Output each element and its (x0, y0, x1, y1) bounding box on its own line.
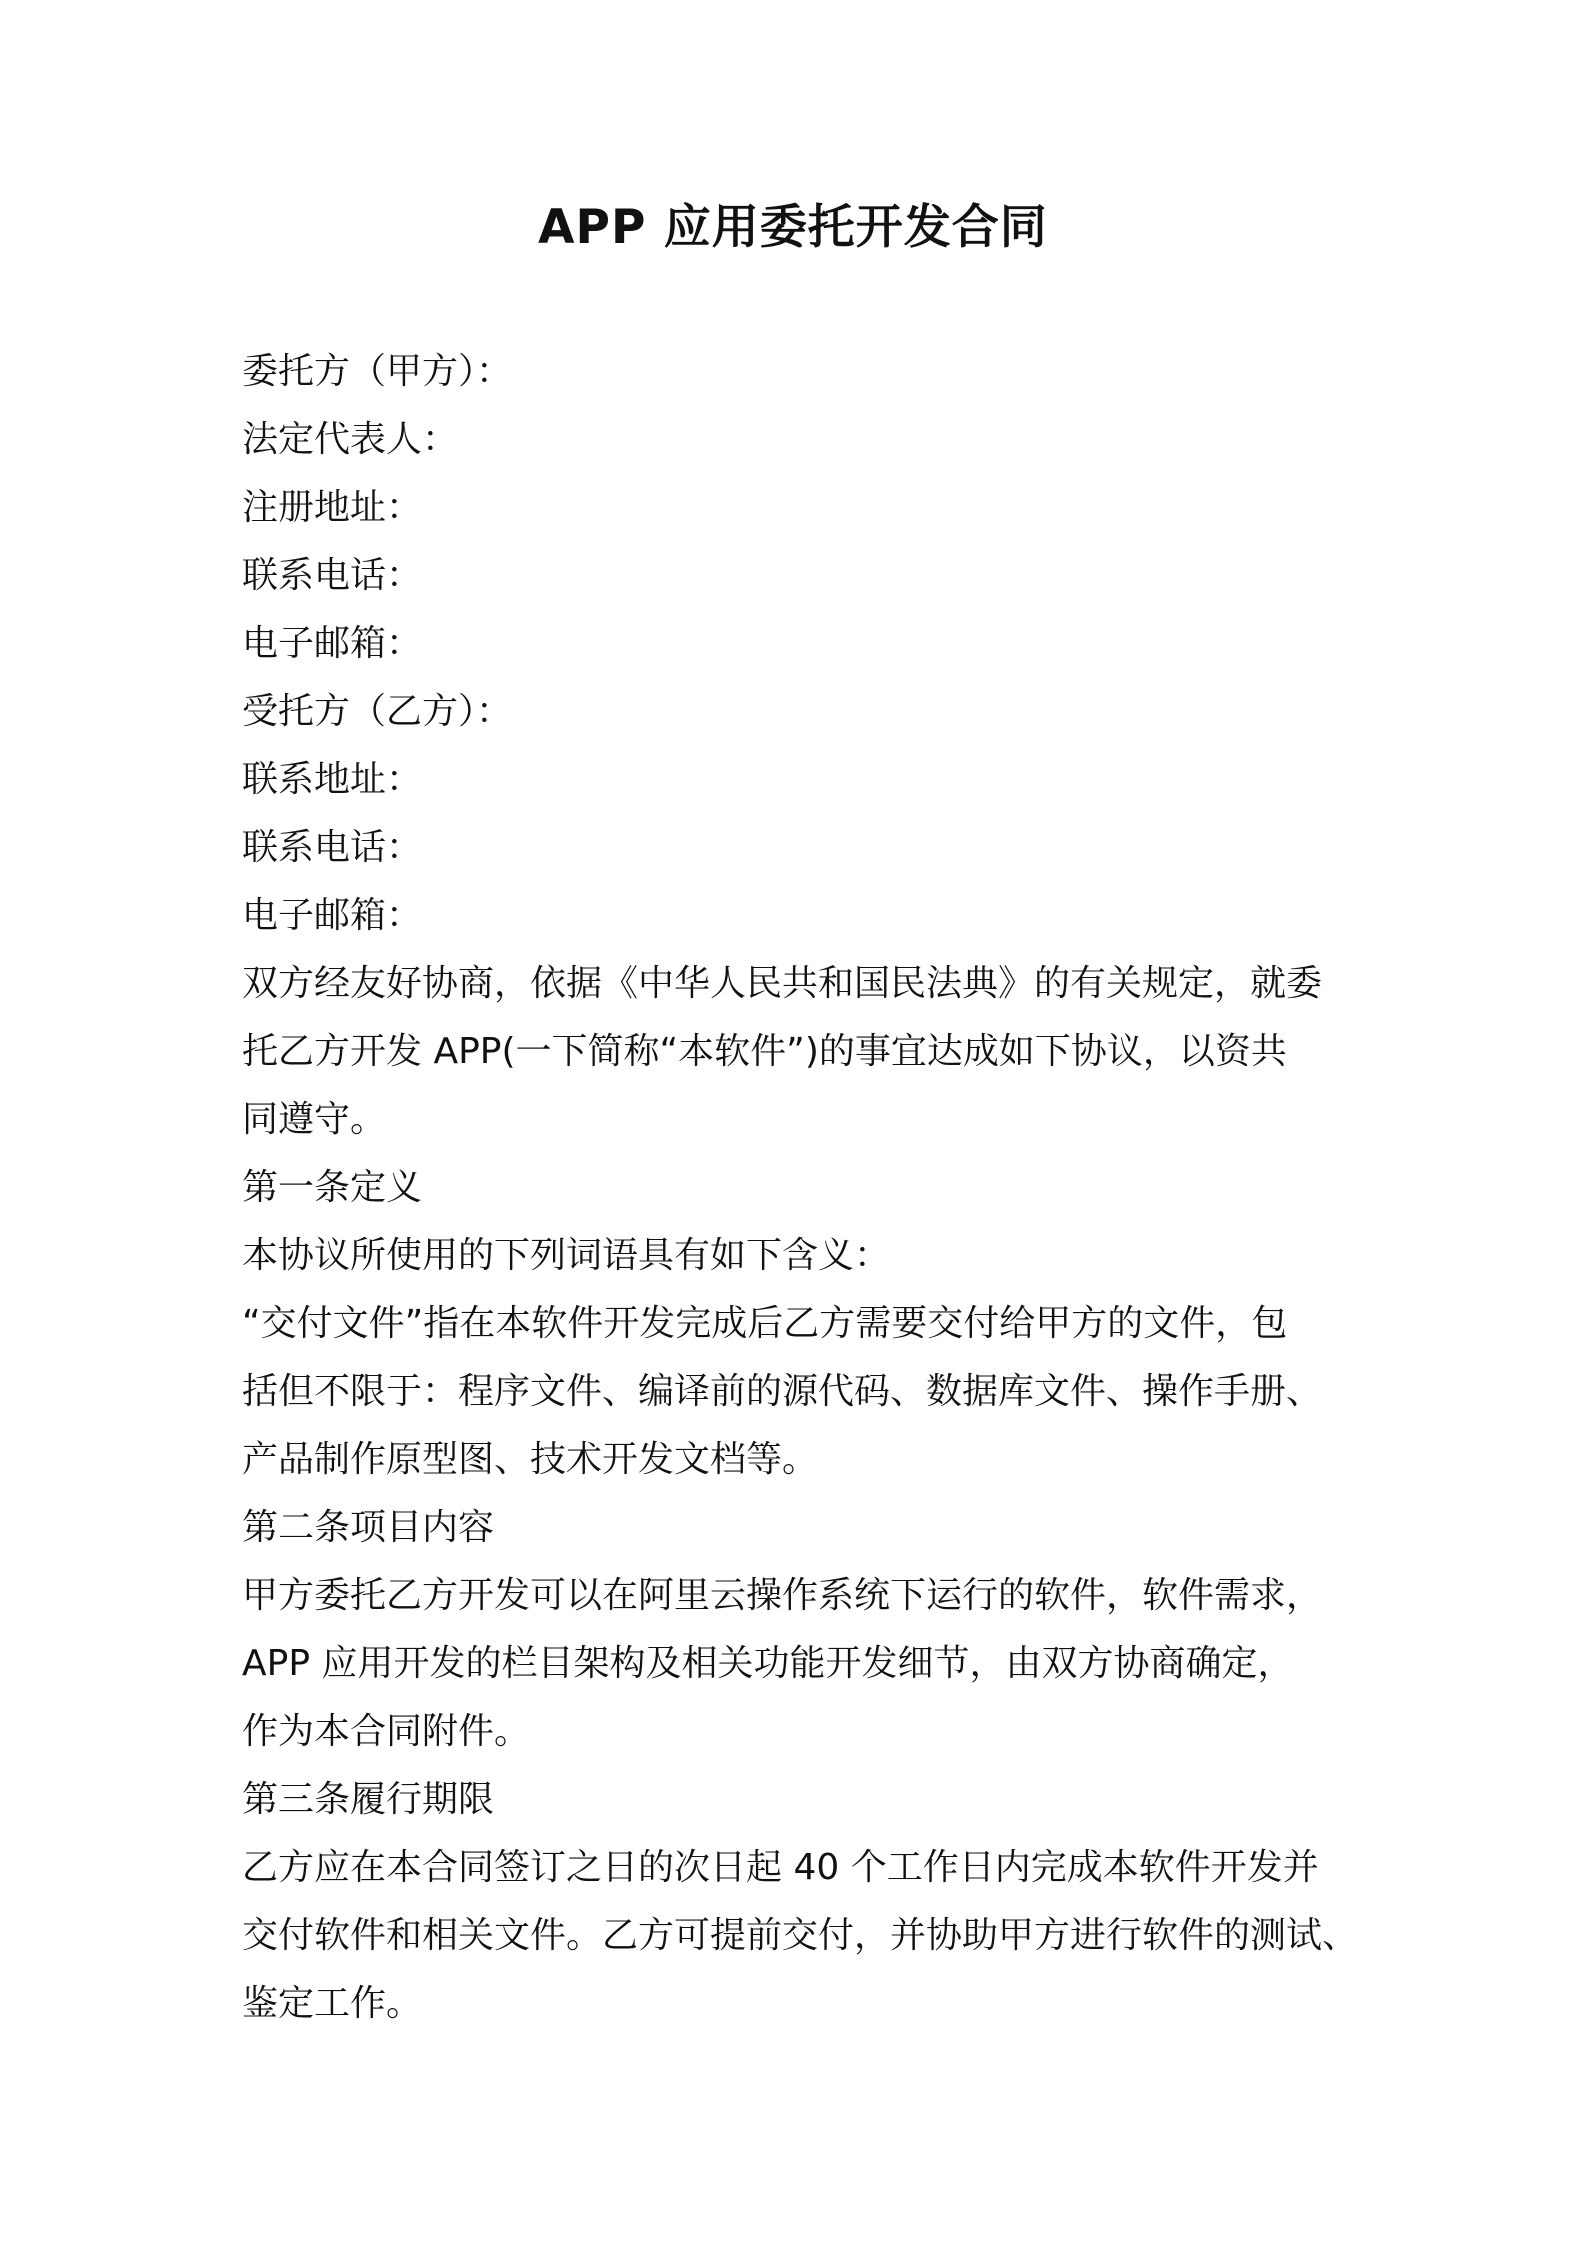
article-2-heading: 第二条项目内容 (242, 1507, 495, 1548)
article-1-intro: 本协议所使用的下列词语具有如下含义： (242, 1235, 891, 1276)
party-a-label: 委托方（甲方）： (242, 351, 513, 392)
article-2-line: 甲方委托乙方开发可以在阿里云操作系统下运行的软件，软件需求， (242, 1575, 1323, 1616)
article-2-line: APP 应用开发的栏目架构及相关功能开发细节，由双方协商确定， (242, 1643, 1294, 1684)
party-a-address: 注册地址： (242, 487, 423, 528)
document-title: APP 应用委托开发合同 (538, 200, 1048, 255)
article-2-line: 作为本合同附件。 (242, 1711, 531, 1752)
article-3-line: 交付软件和相关文件。乙方可提前交付，并协助甲方进行软件的测试、 (242, 1915, 1359, 1956)
article-3-heading: 第三条履行期限 (242, 1779, 495, 1820)
document-body (242, 338, 1359, 2038)
party-a-email: 电子邮箱： (242, 623, 423, 664)
article-1-line: “交付文件”指在本软件开发完成后乙方需要交付给甲方的文件，包 (242, 1303, 1288, 1344)
preamble-line: 双方经友好协商，依据《中华人民共和国民法典》的有关规定，就委 (242, 963, 1323, 1004)
article-3-line: 鉴定工作。 (242, 1983, 423, 2024)
party-a-phone: 联系电话： (242, 555, 423, 596)
party-b-phone: 联系电话： (242, 827, 423, 868)
article-1-line: 括但不限于：程序文件、编译前的源代码、数据库文件、操作手册、 (242, 1371, 1323, 1412)
party-b-address: 联系地址： (242, 759, 423, 800)
preamble-line: 托乙方开发 APP(一下简称“本软件”)的事宜达成如下协议，以资共 (242, 1031, 1287, 1072)
preamble-line: 同遵守。 (242, 1099, 387, 1140)
article-1-heading: 第一条定义 (242, 1167, 423, 1208)
party-b-email: 电子邮箱： (242, 895, 423, 936)
party-b-label: 受托方（乙方）： (242, 691, 513, 732)
party-a-legal-rep: 法定代表人： (242, 419, 459, 460)
article-3-line: 乙方应在本合同签订之日的次日起 40 个工作日内完成本软件开发并 (242, 1847, 1319, 1888)
article-1-line: 产品制作原型图、技术开发文档等。 (242, 1439, 819, 1480)
